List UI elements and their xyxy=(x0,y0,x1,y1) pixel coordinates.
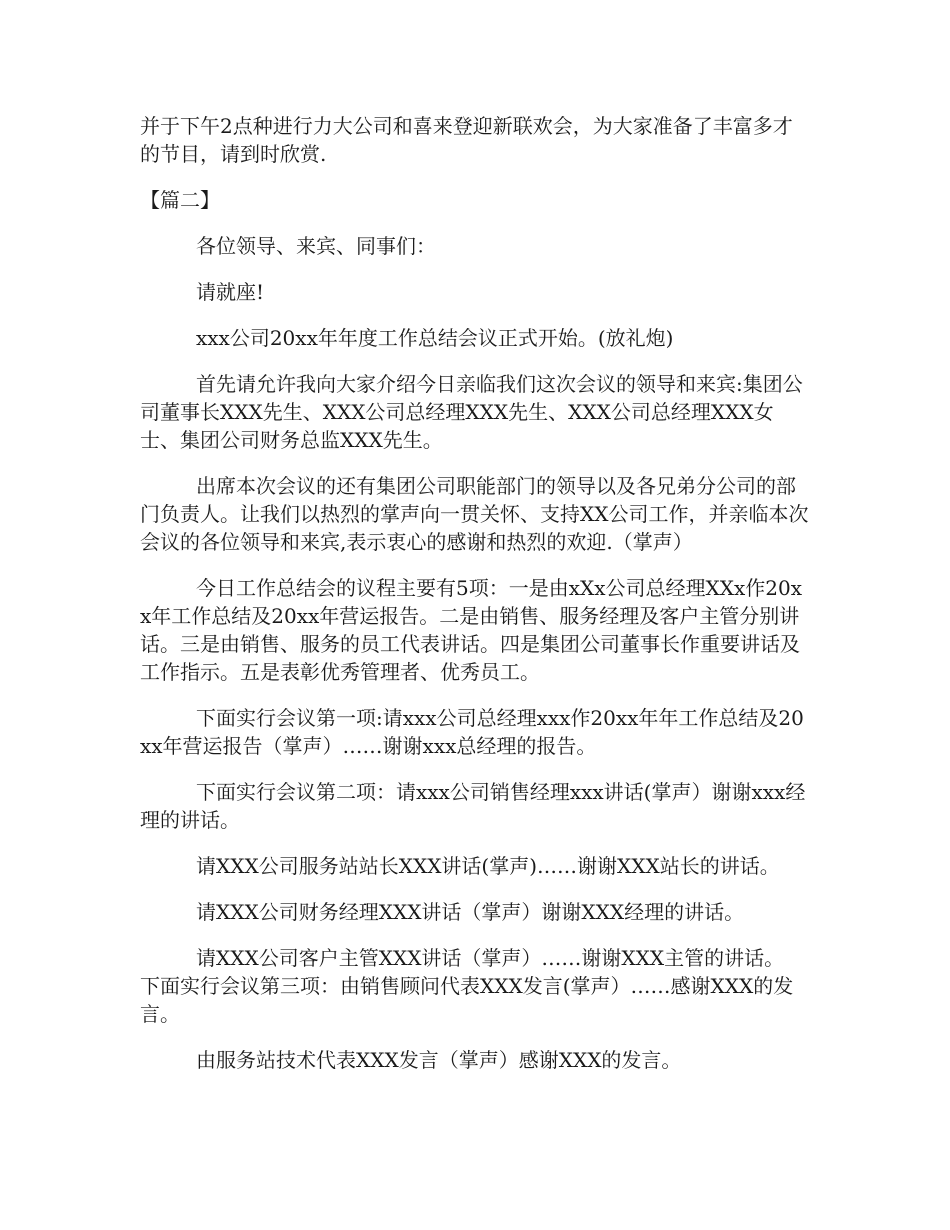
finance-manager-paragraph: 请XXX公司财务经理XXX讲话（掌声）谢谢XXX经理的讲话。 xyxy=(196,900,745,924)
item-three-paragraph: 下面实行会议第三项：由销售顾问代表XXX发言(掌声）……感谢XXX的发言。 xyxy=(140,974,794,1026)
document-body xyxy=(140,112,810,1092)
technical-representative-paragraph: 由服务站技术代表XXX发言（掌声）感谢XXX的发言。 xyxy=(196,1048,682,1072)
salutation-paragraph: 各位领导、来宾、同事们： xyxy=(196,234,436,258)
customer-supervisor-paragraph: 请XXX公司客户主管XXX讲话（掌声）……谢谢XXX主管的讲话。 xyxy=(196,946,785,970)
service-station-paragraph: 请XXX公司服务站站长XXX讲话(掌声)……谢谢XXX站长的讲话。 xyxy=(196,854,780,878)
introduction-paragraph: 首先请允许我向大家介绍今日亲临我们这次会议的领导和来宾:集团公司董事长XXX先生、XXX公司总经理XXX先生、XXX公司总经理XXX女士、集团公司财务总监XXX先生。 xyxy=(140,372,803,452)
section-heading: 【篇二】 xyxy=(140,188,220,212)
item-two-paragraph: 下面实行会议第二项：请xxx公司销售经理xxx讲话(掌声）谢谢xxx经理的讲话。 xyxy=(140,780,806,832)
please-sit-paragraph: 请就座! xyxy=(196,280,265,304)
item-one-paragraph: 下面实行会议第一项:请xxx公司总经理xxx作20xx年年工作总结及20xx年营运报告（掌声）……谢谢xxx总经理的报告。 xyxy=(140,706,804,758)
attendees-paragraph: 出席本次会议的还有集团公司职能部门的领导以及各兄弟分公司的部门负责人。让我们以热烈的掌声向一贯关怀、支持XX公司工作，并亲临本次会议的各位领导和来宾,表示衷心的感谢和热烈的欢迎.（掌声） xyxy=(140,474,809,554)
intro-paragraph: 并于下午2点种进行力大公司和喜来登迎新联欢会，为大家准备了丰富多才的节目，请到时欣赏. xyxy=(140,114,793,166)
opening-paragraph: xxx公司20xx年年度工作总结会议正式开始。(放礼炮) xyxy=(196,326,674,350)
agenda-paragraph: 今日工作总结会的议程主要有5项：一是由xXx公司总经理XXx作20xx年工作总结及20xx年营运报告。二是由销售、服务经理及客户主管分别讲话。三是由销售、服务的员工代表讲话。四是集团公司董事长作重要讲话及工作指示。五是表彰优秀管理者、优秀员工。 xyxy=(140,576,803,684)
